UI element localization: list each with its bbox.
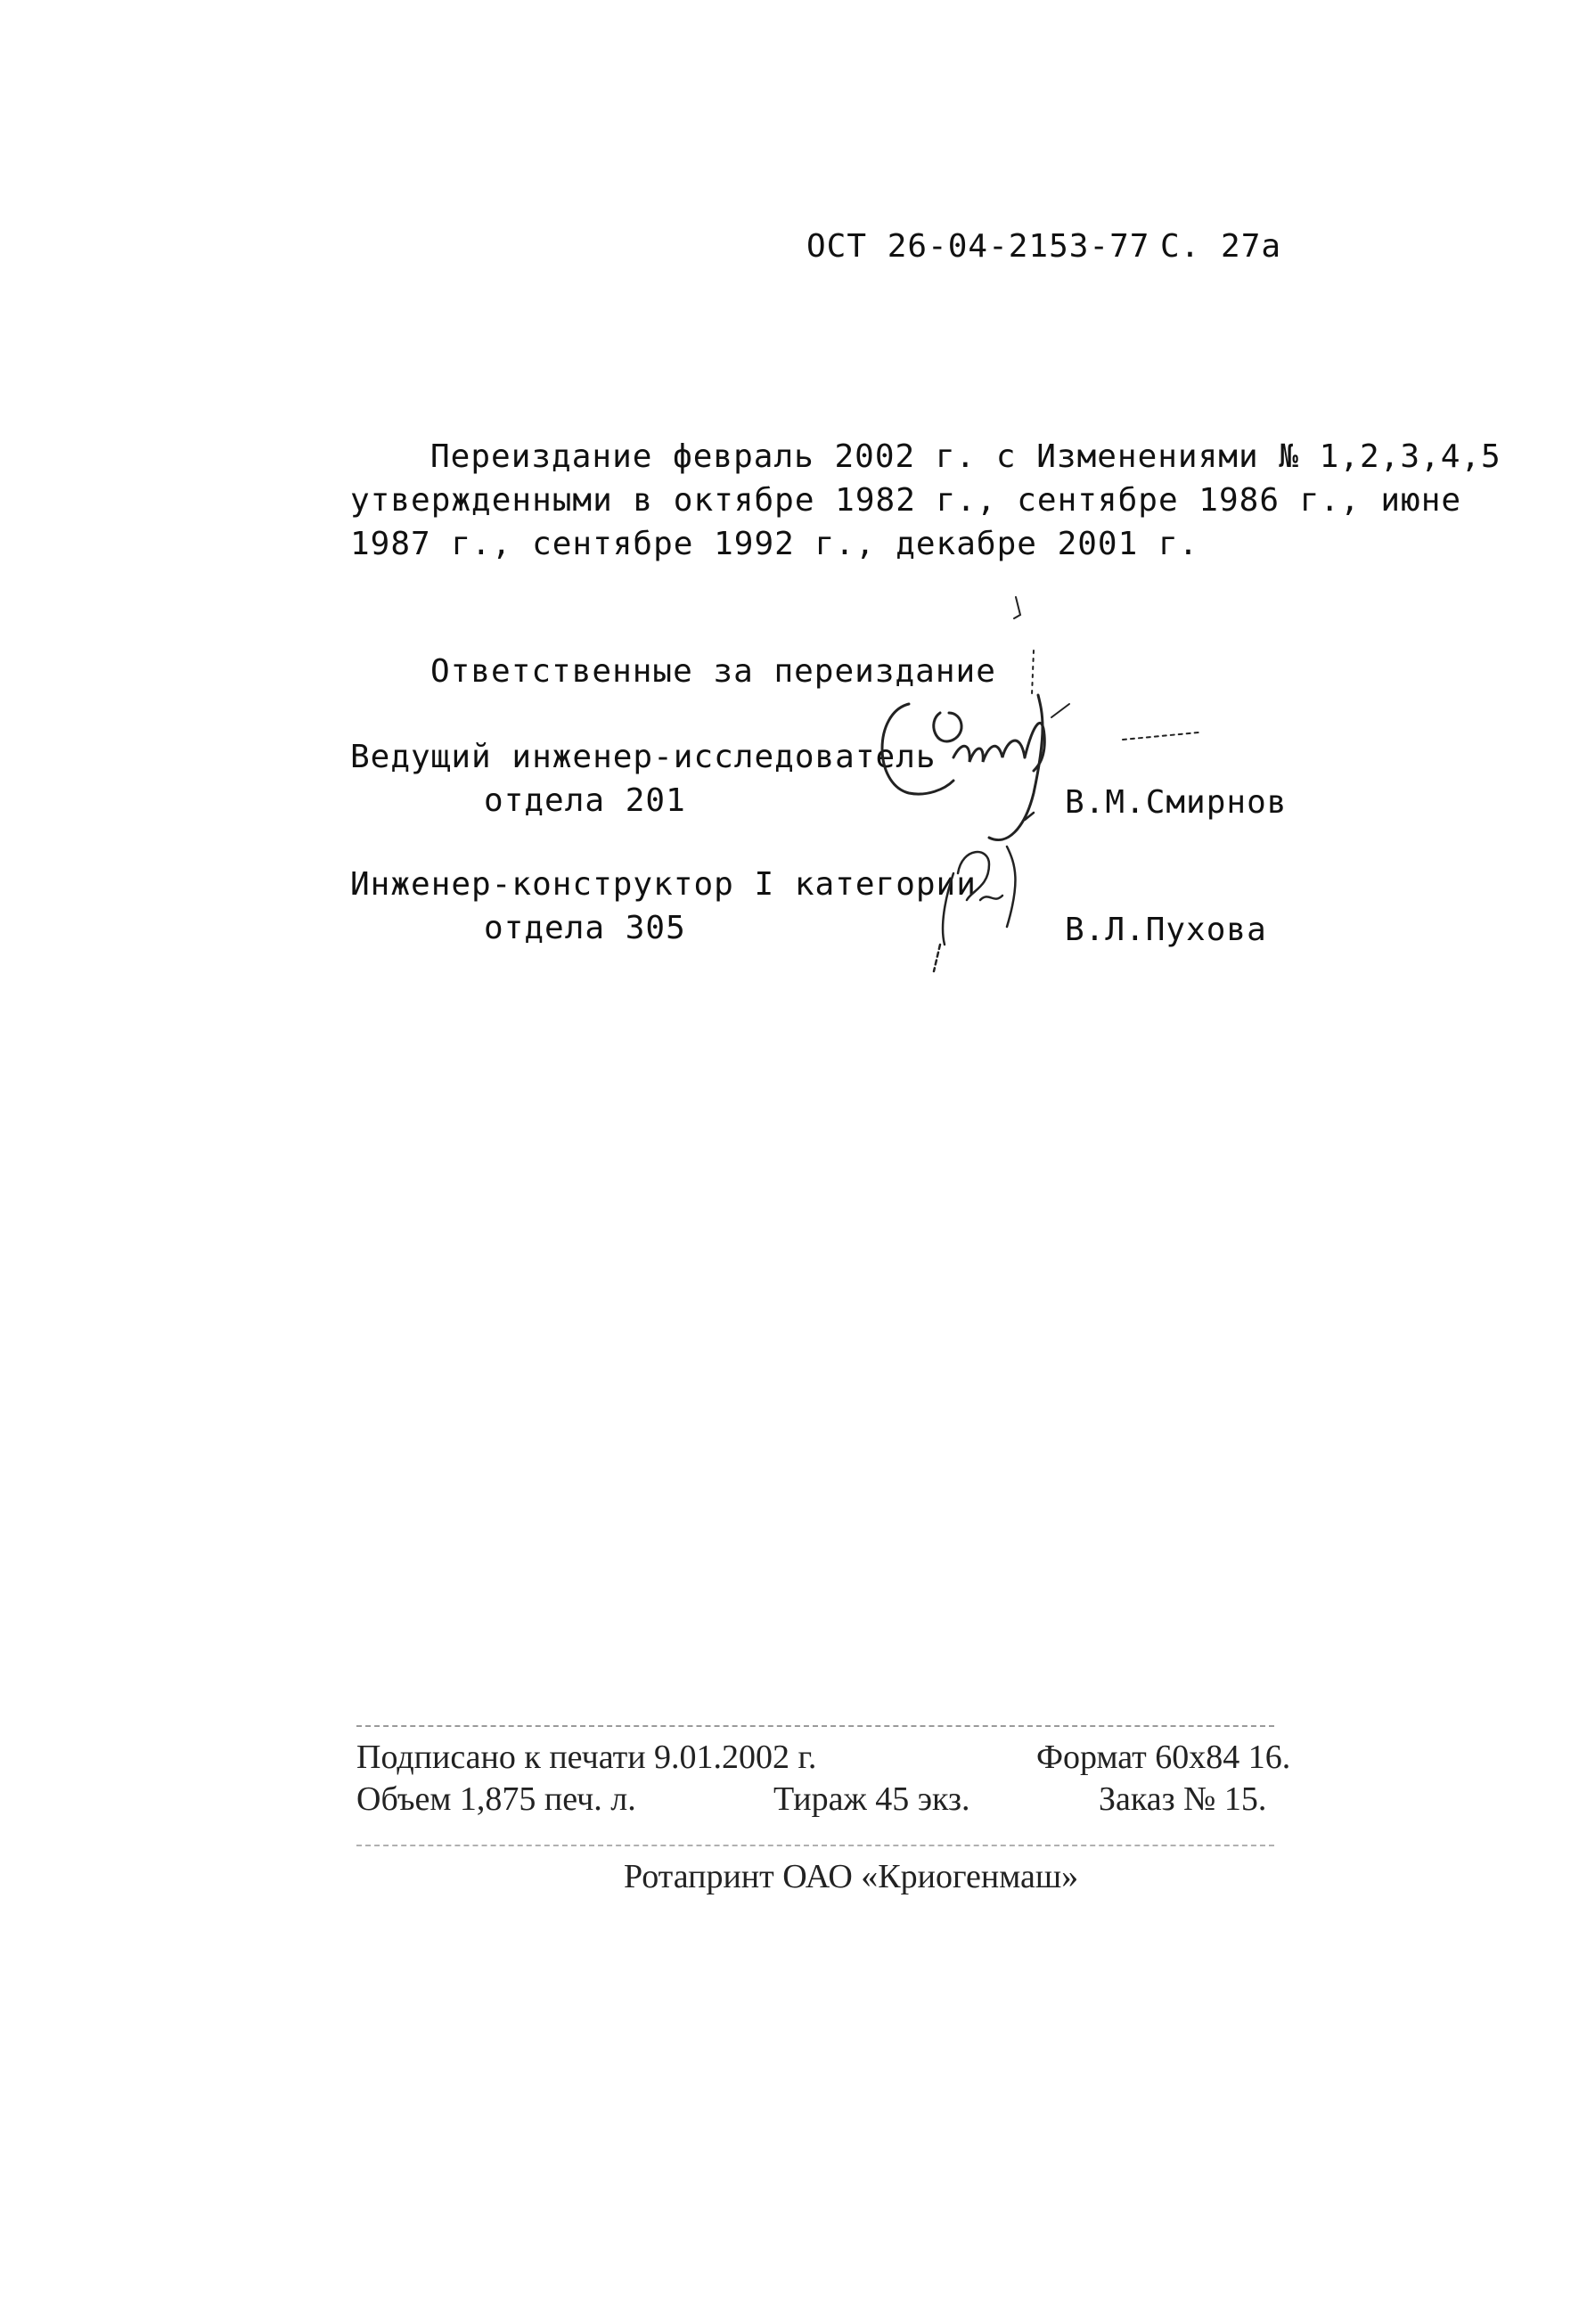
imprint-format: Формат 60х84 16. [1036,1739,1291,1776]
reissue-line-1: Переиздание февраль 2002 г. с Изменениями № 1,2,3,4,5 [430,438,1501,475]
signature-2 [934,813,1034,971]
person-1-department: отдела 201 [484,782,686,819]
person-2-department: отдела 305 [484,910,686,946]
page-number: С. 27а [1160,228,1282,265]
signature-1 [882,597,1198,840]
person-2-title: Инженер-конструктор I категории [350,866,977,903]
imprint-order-number: Заказ № 15. [1099,1780,1267,1818]
person-1-name: В.М.Смирнов [1065,784,1288,821]
person-1-title: Ведущий инженер-исследователь [350,739,937,775]
imprint-print-run: Тираж 45 экз. [773,1780,970,1818]
imprint-volume: Объем 1,875 печ. л. [356,1780,636,1818]
imprint-signed-to-print: Подписано к печати 9.01.2002 г. [356,1739,817,1776]
imprint-bottom-rule [356,1845,1274,1846]
reissue-line-2: утвержденными в октябре 1982 г., сентябре 1986 г., июне [350,482,1462,519]
imprint-top-rule [356,1725,1274,1727]
standard-code: ОСТ 26-04-2153-77 [806,228,1150,265]
responsible-heading: Ответственные за переиздание [430,653,996,690]
person-2-name: В.Л.Пухова [1065,912,1267,948]
imprint-printer: Ротапринт ОАО «Криогенмаш» [624,1858,1079,1895]
handwritten-signatures [855,579,1212,989]
reissue-line-3: 1987 г., сентябре 1992 г., декабре 2001 г. [350,526,1199,562]
